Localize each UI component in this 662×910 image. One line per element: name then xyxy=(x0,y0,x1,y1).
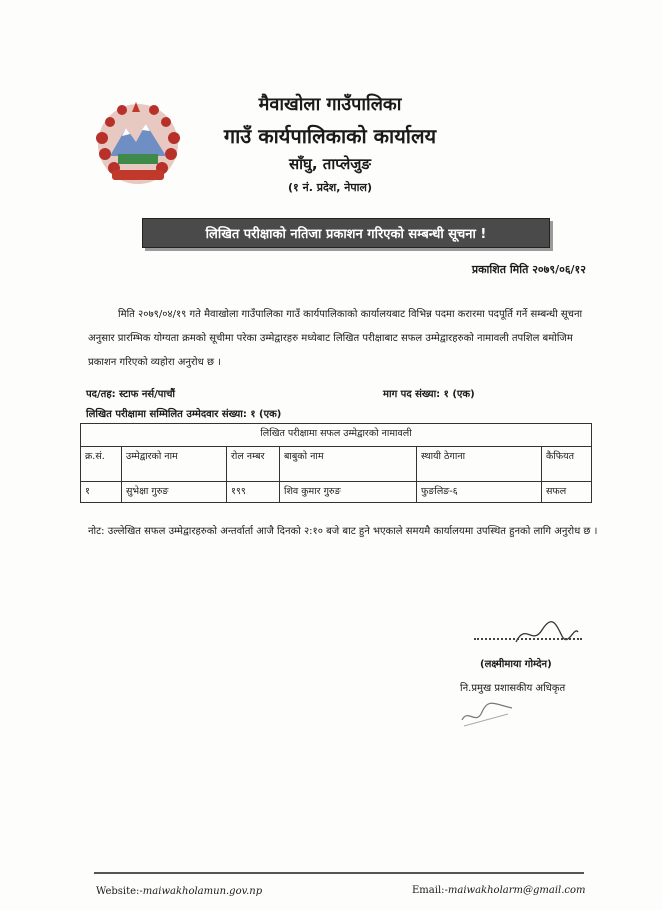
municipality-name: मैवाखोला गाउँपालिका xyxy=(258,94,402,115)
cell-remarks: सफल xyxy=(542,482,592,503)
cell-roll-number: १९९ xyxy=(227,482,280,503)
col-father-name: बाबुको नाम xyxy=(280,447,417,482)
signatory-name: (लक्ष्मीमाया गोम्देन) xyxy=(480,659,552,670)
candidate-count: लिखित परीक्षामा सम्मिलित उम्मेदवार संख्या: १ (एक) xyxy=(86,409,282,420)
interview-note: नोट: उल्लेखित सफल उम्मेद्वारहरुको अन्तर्वार्ता आजै दिनको २:१० बजे बाट हुने भएकाले समयमै कार्यालयमा उपस्थित हुनको लागि अनुरोध छ । xyxy=(88,526,598,537)
website-link[interactable]: maiwakholamun.gov.np xyxy=(142,886,263,897)
cell-candidate-name: सुभेक्षा गुरुङ xyxy=(122,482,227,503)
table-caption: लिखित परीक्षामा सफल उम्मेद्वारको नामावली xyxy=(81,424,592,447)
office-address: साँघु, ताप्लेजुङ xyxy=(289,155,371,173)
col-candidate-name: उम्मेद्वारको नाम xyxy=(122,447,227,482)
email-link[interactable]: maiwakholarm@gmail.com xyxy=(447,885,586,896)
email-label: Email:- xyxy=(412,885,448,896)
nepal-emblem-icon xyxy=(92,98,184,190)
footer-divider xyxy=(94,872,584,874)
notice-title: लिखित परीक्षाको नतिजा प्रकाशन गरिएको सम्बन्धी सूचना ! xyxy=(205,227,487,242)
table-row xyxy=(81,482,592,503)
col-roll-number: रोल नम्बर xyxy=(227,447,280,482)
col-remarks: कैफियत xyxy=(542,447,592,482)
signature-line xyxy=(474,638,582,640)
cell-father-name: शिव कुमार गुरुङ xyxy=(280,482,417,503)
table-caption-row xyxy=(81,424,592,447)
footer-email xyxy=(412,885,586,896)
website-label: Website:- xyxy=(96,886,143,897)
cell-address: फुङलिङ-६ xyxy=(417,482,542,503)
notice-banner xyxy=(142,218,550,248)
demand-count: माग पद संख्या: १ (एक) xyxy=(383,389,475,400)
signatory-designation: नि.प्रमुख प्रशासकीय अधिकृत xyxy=(460,683,566,694)
signature-mark xyxy=(512,618,582,648)
published-date: प्रकाशित मिति २०७९/०६/१२ xyxy=(471,263,586,276)
col-address: स्थायी ठेगाना xyxy=(417,447,542,482)
footer-website xyxy=(96,886,262,897)
col-serial: क्र.सं. xyxy=(81,447,122,482)
notice-body: मिति २०७९/०४/१९ गते मैवाखोला गाउँपालिका गाउँ कार्यपालिकाको कार्यालयबाट विभिन्न पदमा करारमा पदपूर्ति गर्ने सम्बन्धी सूचना अनुसार प्रारम्भिक योग्यता क्रमको सूचीमा परेका उम्मेद्वारहरु मध्येबाट लिखित परीक्षाबाट सफल उम्मेद्वारहरुको नामावली तपशिल बमोजिम प्रकाशन गरिएको व्यहोरा अनुरोध छ । xyxy=(88,309,583,368)
cell-serial: १ xyxy=(81,482,122,503)
table-header-row xyxy=(81,447,592,482)
office-name: गाउँ कार्यपालिकाको कार्यालय xyxy=(223,124,437,148)
results-table xyxy=(80,423,592,503)
office-stamp xyxy=(458,698,518,730)
post-level: पद/तह: स्टाफ नर्स/पाचौं xyxy=(86,389,176,400)
province-label: (१ नं. प्रदेश, नेपाल) xyxy=(288,181,372,194)
